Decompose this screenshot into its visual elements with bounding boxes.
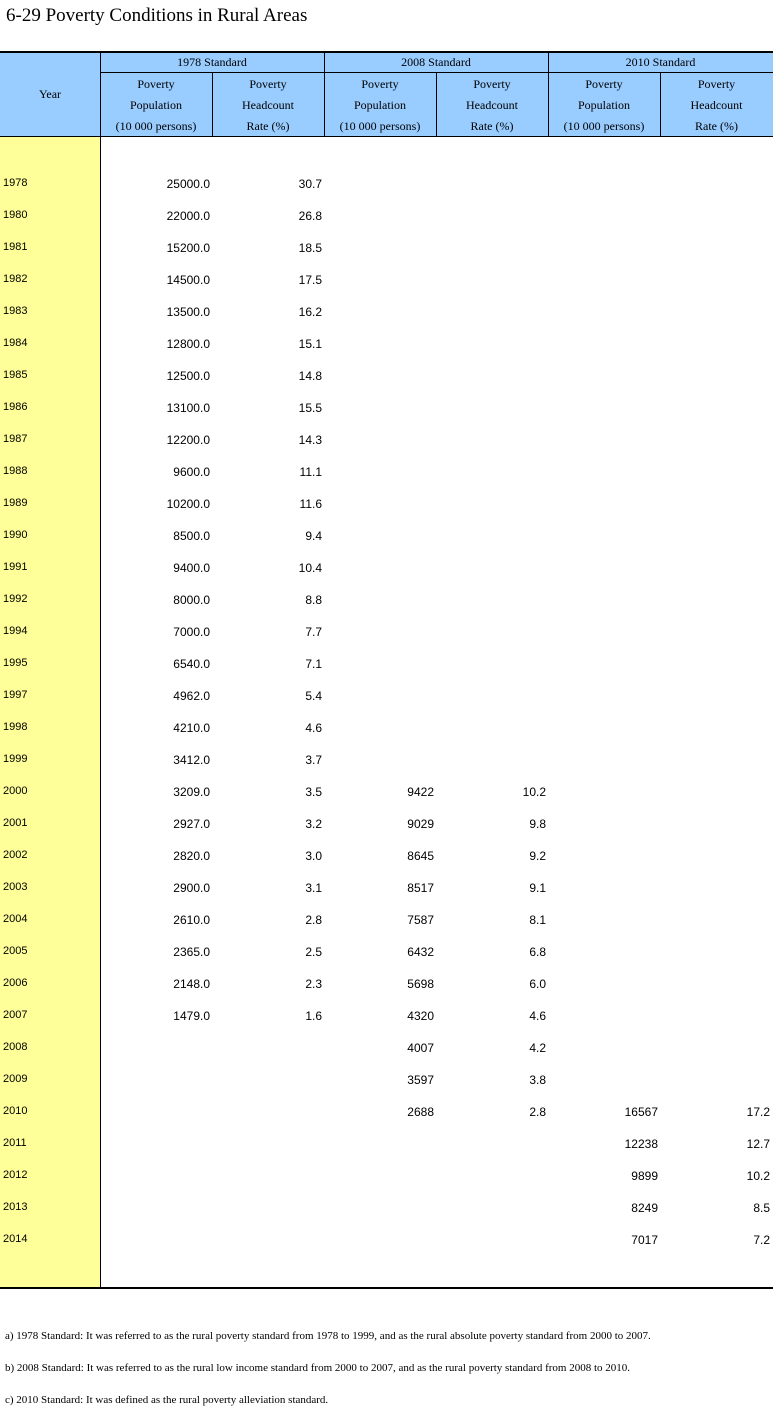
value-cell: 14.3 bbox=[298, 433, 322, 447]
subheader-rate-1978: Poverty Headcount Rate (%) bbox=[242, 77, 294, 133]
value-cell: 8000.0 bbox=[173, 593, 210, 607]
value-cell: 9.4 bbox=[305, 529, 322, 543]
value-cell: 1479.0 bbox=[173, 1009, 210, 1023]
year-cell: 2009 bbox=[3, 1073, 28, 1085]
value-cell: 22000.0 bbox=[166, 209, 210, 223]
value-cell: 3597 bbox=[407, 1073, 434, 1087]
year-cell: 1991 bbox=[3, 561, 28, 573]
value-cell: 2927.0 bbox=[173, 817, 210, 831]
year-cell: 1992 bbox=[3, 593, 28, 605]
value-cell: 13100.0 bbox=[166, 401, 210, 415]
value-cell: 2610.0 bbox=[173, 913, 210, 927]
year-cell: 1989 bbox=[3, 497, 28, 509]
value-cell: 16.2 bbox=[298, 305, 322, 319]
value-cell: 9029 bbox=[407, 817, 434, 831]
footnote-c: c) 2010 Standard: It was defined as the rural poverty alleviation standard. bbox=[5, 1394, 329, 1406]
value-cell: 4.6 bbox=[305, 721, 322, 735]
value-cell: 8500.0 bbox=[173, 529, 210, 543]
value-cell: 2365.0 bbox=[173, 945, 210, 959]
value-cell: 8249 bbox=[631, 1201, 658, 1215]
table-row bbox=[0, 337, 773, 369]
value-cell: 7587 bbox=[407, 913, 434, 927]
year-cell: 1999 bbox=[3, 753, 28, 765]
year-cell: 1982 bbox=[3, 273, 28, 285]
value-cell: 2.5 bbox=[305, 945, 322, 959]
table-row bbox=[0, 849, 773, 881]
value-cell: 3.1 bbox=[305, 881, 322, 895]
year-cell: 2011 bbox=[3, 1137, 27, 1149]
header-group-1978: 1978 Standard bbox=[100, 52, 324, 72]
value-cell: 3.5 bbox=[305, 785, 322, 799]
value-cell: 13500.0 bbox=[166, 305, 210, 319]
table-row bbox=[0, 1009, 773, 1041]
year-cell: 2008 bbox=[3, 1041, 28, 1053]
table-row bbox=[0, 529, 773, 561]
value-cell: 7017 bbox=[631, 1233, 658, 1247]
table-row bbox=[0, 785, 773, 817]
value-cell: 4962.0 bbox=[173, 689, 210, 703]
year-cell: 1988 bbox=[3, 465, 28, 477]
table-row bbox=[0, 1201, 773, 1233]
table-row bbox=[0, 625, 773, 657]
value-cell: 4210.0 bbox=[173, 721, 210, 735]
table-row bbox=[0, 497, 773, 529]
table-row bbox=[0, 753, 773, 785]
table-row bbox=[0, 433, 773, 465]
value-cell: 8.8 bbox=[305, 593, 322, 607]
year-cell: 1994 bbox=[3, 625, 28, 637]
table-row bbox=[0, 881, 773, 913]
year-cell: 1997 bbox=[3, 689, 28, 701]
value-cell: 14.8 bbox=[298, 369, 322, 383]
year-cell: 2012 bbox=[3, 1169, 28, 1181]
value-cell: 6.8 bbox=[529, 945, 546, 959]
subheader-population-2008: Poverty Population (10 000 persons) bbox=[339, 77, 421, 133]
year-cell: 1981 bbox=[3, 241, 28, 253]
value-cell: 12238 bbox=[624, 1137, 658, 1151]
table-row bbox=[0, 721, 773, 753]
year-cell: 1990 bbox=[3, 529, 28, 541]
value-cell: 9422 bbox=[407, 785, 434, 799]
value-cell: 4.6 bbox=[529, 1009, 546, 1023]
table-row bbox=[0, 401, 773, 433]
value-cell: 7.7 bbox=[305, 625, 322, 639]
table-row bbox=[0, 1169, 773, 1201]
value-cell: 10.2 bbox=[522, 785, 546, 799]
value-cell: 9899 bbox=[631, 1169, 658, 1183]
value-cell: 17.2 bbox=[746, 1105, 770, 1119]
value-cell: 9600.0 bbox=[173, 465, 210, 479]
year-cell: 2005 bbox=[3, 945, 28, 957]
year-cell: 2010 bbox=[3, 1105, 28, 1117]
value-cell: 9.2 bbox=[529, 849, 546, 863]
year-cell: 1978 bbox=[3, 177, 28, 189]
value-cell: 10.4 bbox=[298, 561, 322, 575]
col-divider bbox=[212, 72, 213, 136]
year-cell: 1980 bbox=[3, 209, 28, 221]
value-cell: 2.8 bbox=[305, 913, 322, 927]
col-divider bbox=[660, 72, 661, 136]
value-cell: 8.5 bbox=[753, 1201, 770, 1215]
year-cell: 2000 bbox=[3, 785, 28, 797]
value-cell: 18.5 bbox=[298, 241, 322, 255]
value-cell: 14500.0 bbox=[166, 273, 210, 287]
year-cell: 2003 bbox=[3, 881, 28, 893]
year-cell: 2014 bbox=[3, 1233, 28, 1245]
value-cell: 12.7 bbox=[746, 1137, 770, 1151]
table-row bbox=[0, 817, 773, 849]
year-cell: 1985 bbox=[3, 369, 28, 381]
value-cell: 3.8 bbox=[529, 1073, 546, 1087]
table-row bbox=[0, 689, 773, 721]
year-cell: 1995 bbox=[3, 657, 28, 669]
value-cell: 2.3 bbox=[305, 977, 322, 991]
table-row bbox=[0, 1137, 773, 1169]
table-row bbox=[0, 177, 773, 209]
table-row bbox=[0, 593, 773, 625]
value-cell: 16567 bbox=[624, 1105, 658, 1119]
value-cell: 7.1 bbox=[305, 657, 322, 671]
table-row bbox=[0, 977, 773, 1009]
value-cell: 3.0 bbox=[305, 849, 322, 863]
subheader-population-2010: Poverty Population (10 000 persons) bbox=[563, 77, 645, 133]
group-divider bbox=[324, 52, 325, 136]
footnote-b: b) 2008 Standard: It was referred to as the rural low income standard from 2000 to 2007, and as the rural poverty standard from 2008 to 2010. bbox=[5, 1362, 631, 1374]
subheader-population-1978: Poverty Population (10 000 persons) bbox=[115, 77, 197, 133]
year-cell: 1983 bbox=[3, 305, 28, 317]
value-cell: 9400.0 bbox=[173, 561, 210, 575]
page-title: 6-29 Poverty Conditions in Rural Areas bbox=[6, 5, 308, 26]
value-cell: 8645 bbox=[407, 849, 434, 863]
value-cell: 12500.0 bbox=[166, 369, 210, 383]
value-cell: 2.8 bbox=[529, 1105, 546, 1119]
value-cell: 4007 bbox=[407, 1041, 434, 1055]
value-cell: 6540.0 bbox=[173, 657, 210, 671]
table-row bbox=[0, 913, 773, 945]
table-row bbox=[0, 305, 773, 337]
value-cell: 15.5 bbox=[298, 401, 322, 415]
value-cell: 3.7 bbox=[305, 753, 322, 767]
value-cell: 11.1 bbox=[299, 465, 322, 479]
table-top-rule bbox=[0, 51, 773, 53]
value-cell: 2688 bbox=[407, 1105, 434, 1119]
value-cell: 9.1 bbox=[529, 881, 546, 895]
value-cell: 17.5 bbox=[298, 273, 322, 287]
header-year: Year bbox=[0, 52, 100, 136]
year-cell: 2002 bbox=[3, 849, 28, 861]
value-cell: 15.1 bbox=[298, 337, 322, 351]
year-cell: 1984 bbox=[3, 337, 28, 349]
value-cell: 9.8 bbox=[529, 817, 546, 831]
value-cell: 11.6 bbox=[299, 497, 322, 511]
table-row bbox=[0, 209, 773, 241]
value-cell: 6432 bbox=[407, 945, 434, 959]
table-row bbox=[0, 241, 773, 273]
year-cell: 2006 bbox=[3, 977, 28, 989]
table-row bbox=[0, 465, 773, 497]
value-cell: 5.4 bbox=[305, 689, 322, 703]
value-cell: 8517 bbox=[407, 881, 434, 895]
table-row bbox=[0, 1041, 773, 1073]
value-cell: 2820.0 bbox=[173, 849, 210, 863]
year-cell: 2007 bbox=[3, 1009, 28, 1021]
subheader-rate-2008: Poverty Headcount Rate (%) bbox=[466, 77, 518, 133]
table-row bbox=[0, 657, 773, 689]
table-row bbox=[0, 369, 773, 401]
value-cell: 8.1 bbox=[529, 913, 546, 927]
year-cell: 1998 bbox=[3, 721, 28, 733]
table-row bbox=[0, 1073, 773, 1105]
value-cell: 2900.0 bbox=[173, 881, 210, 895]
table-row bbox=[0, 1233, 773, 1265]
value-cell: 6.0 bbox=[529, 977, 546, 991]
value-cell: 5698 bbox=[407, 977, 434, 991]
footnote-a: a) 1978 Standard: It was referred to as the rural poverty standard from 1978 to 1999, and as the rural absolute poverty standard from 2000 to 2007. bbox=[5, 1330, 651, 1342]
value-cell: 10.2 bbox=[746, 1169, 770, 1183]
value-cell: 15200.0 bbox=[166, 241, 210, 255]
table-row bbox=[0, 561, 773, 593]
value-cell: 3412.0 bbox=[173, 753, 210, 767]
value-cell: 7.2 bbox=[753, 1233, 770, 1247]
value-cell: 3209.0 bbox=[173, 785, 210, 799]
year-cell: 2013 bbox=[3, 1201, 28, 1213]
table-row bbox=[0, 1105, 773, 1137]
group-divider bbox=[548, 52, 549, 136]
value-cell: 2148.0 bbox=[173, 977, 210, 991]
value-cell: 30.7 bbox=[298, 177, 322, 191]
year-cell: 2004 bbox=[3, 913, 28, 925]
table-row bbox=[0, 945, 773, 977]
value-cell: 4320 bbox=[407, 1009, 434, 1023]
subheader-rate-2010: Poverty Headcount Rate (%) bbox=[690, 77, 743, 133]
year-cell: 1987 bbox=[3, 433, 28, 445]
value-cell: 3.2 bbox=[305, 817, 322, 831]
header-bottom-rule bbox=[0, 136, 773, 137]
value-cell: 26.8 bbox=[298, 209, 322, 223]
value-cell: 1.6 bbox=[305, 1009, 322, 1023]
header-group-2008: 2008 Standard bbox=[324, 52, 548, 72]
header-group-2010: 2010 Standard bbox=[548, 52, 773, 72]
value-cell: 25000.0 bbox=[166, 177, 210, 191]
value-cell: 4.2 bbox=[529, 1041, 546, 1055]
value-cell: 12200.0 bbox=[166, 433, 210, 447]
table-bottom-rule bbox=[0, 1287, 773, 1289]
col-divider bbox=[436, 72, 437, 136]
year-cell: 1986 bbox=[3, 401, 28, 413]
value-cell: 10200.0 bbox=[166, 497, 210, 511]
value-cell: 12800.0 bbox=[166, 337, 210, 351]
value-cell: 7000.0 bbox=[173, 625, 210, 639]
table-row bbox=[0, 273, 773, 305]
year-cell: 2001 bbox=[3, 817, 28, 829]
